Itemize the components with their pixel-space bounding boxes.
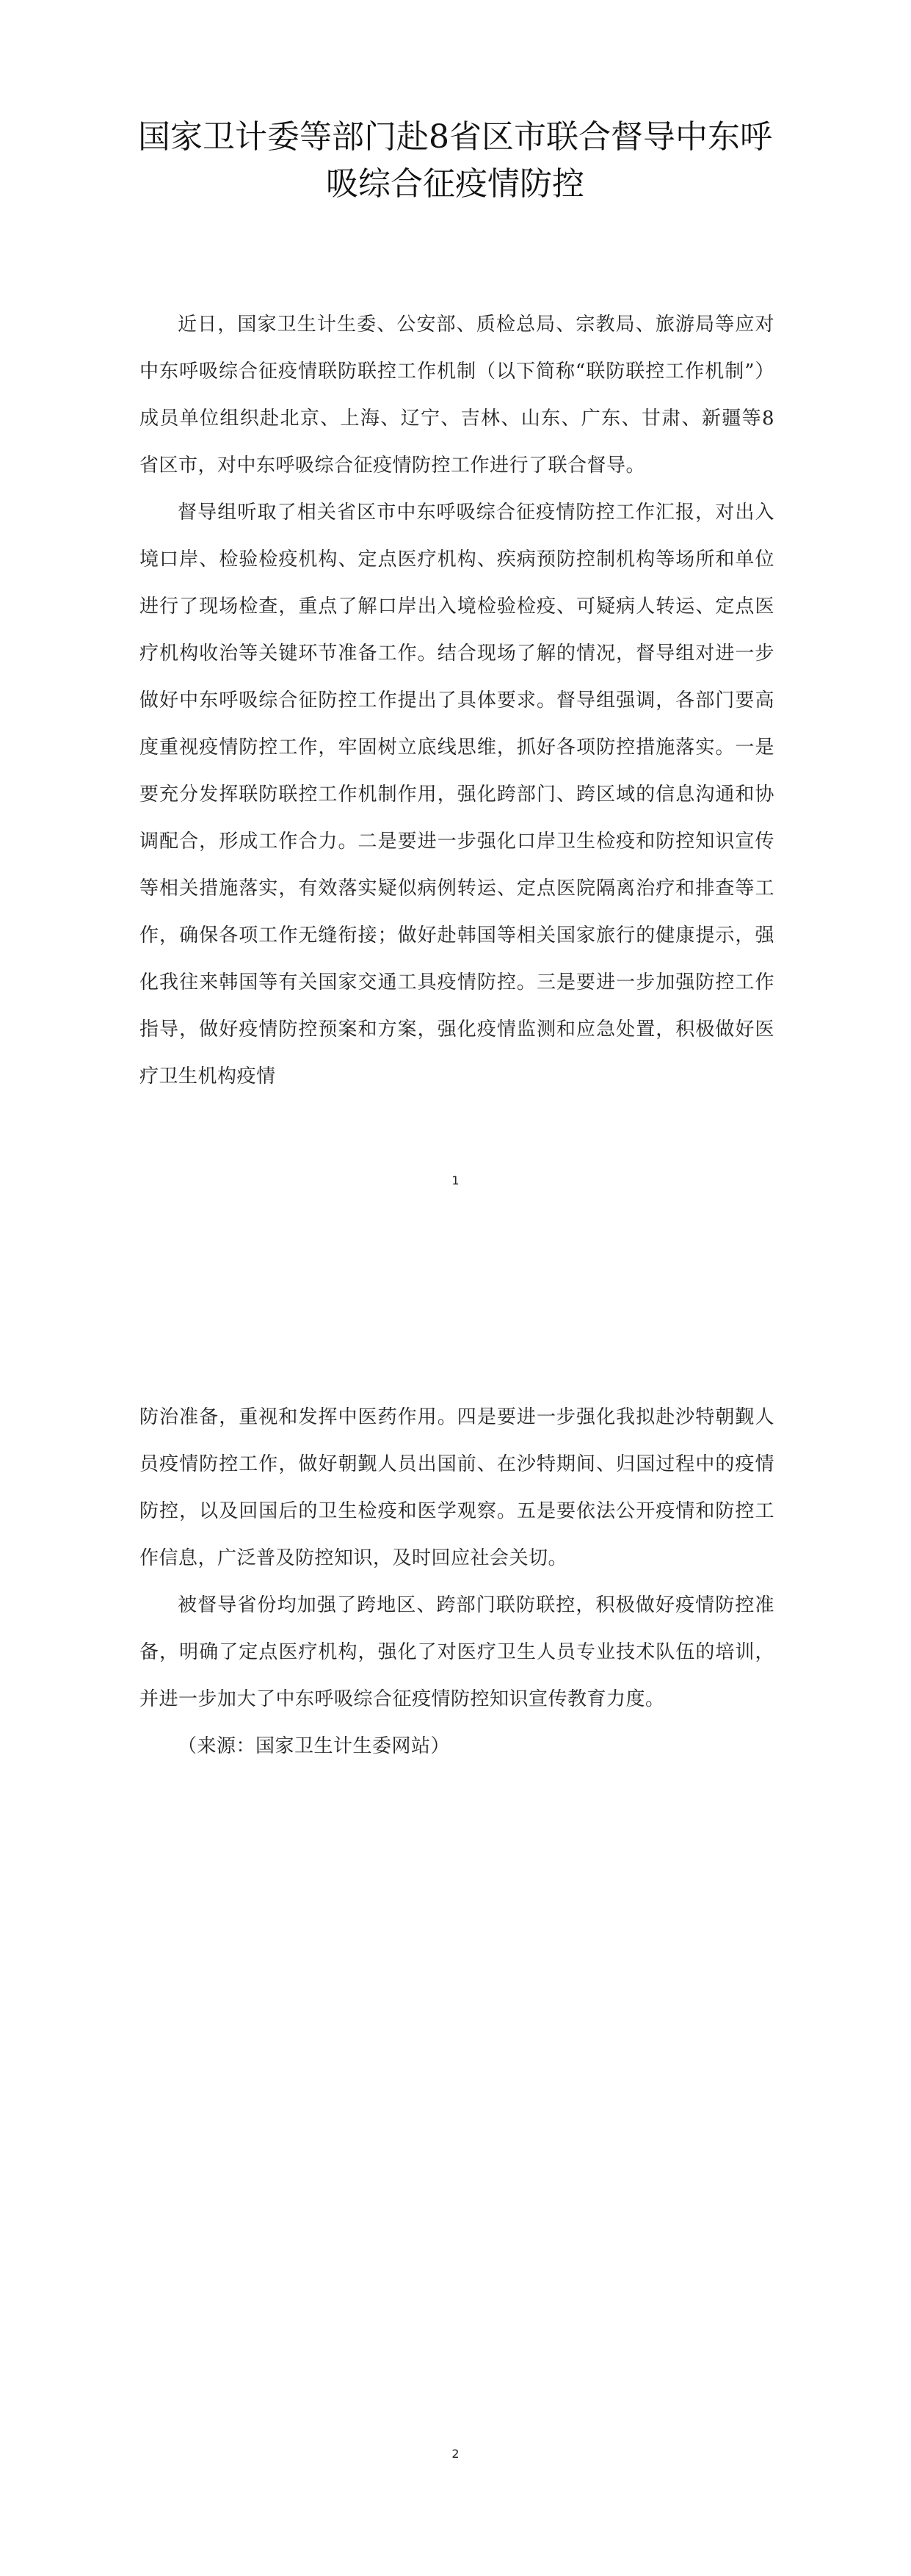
paragraph-continuation: 防治准备，重视和发挥中医药作用。四是要进一步强化我拟赴沙特朝觐人员疫情防控工作，做好朝觐人员出国前、在沙特期间、归国过程中的疫情防控，以及回国后的卫生检疫和医学观察。五是要依法公开疫情和防控工作信息，广泛普及防控知识，及时回应社会关切。 [139,1406,774,1569]
source-note: （来源：国家卫生计生委网站） [178,1735,451,1757]
paragraph-provinces: 被督导省份均加强了跨地区、跨部门联防联控，积极做好疫情防控准备，明确了定点医疗机构，强化了对医疗卫生人员专业技术队伍的培训，并进一步加大了中东呼吸综合征疫情防控知识宣传教育力度。 [139,1594,774,1710]
page-2-body [139,1394,774,1770]
page-1-body [139,301,774,1100]
page-number: 2 [451,2447,460,2461]
paragraph-intro: 近日，国家卫生计生委、公安部、质检总局、宗教局、旅游局等应对中东呼吸综合征疫情联防联控工作机制（以下简称“联防联控工作机制”）成员单位组织赴北京、上海、辽宁、吉林、山东、广东、甘肃、新疆等8省区市，对中东呼吸综合征疫情防控工作进行了联合督导。 [139,314,774,477]
paragraph-inspection: 督导组听取了相关省区市中东呼吸综合征疫情防控工作汇报，对出入境口岸、检验检疫机构、定点医疗机构、疾病预防控制机构等场所和单位进行了现场检查，重点了解口岸出入境检验检疫、可疑病人转运、定点医疗机构收治等关键环节准备工作。结合现场了解的情况，督导组对进一步做好中东呼吸综合征防控工作提出了具体要求。督导组强调，各部门要高度重视疫情防控工作，牢固树立底线思维，抓好各项防控措施落实。一是要充分发挥联防联控工作机制作用，强化跨部门、跨区域的信息沟通和协调配合，形成工作合力。二是要进一步强化口岸卫生检疫和防控知识宣传等相关措施落实，有效落实疑似病例转运、定点医院隔离治疗和排查等工作，确保各项工作无缝衔接；做好赴韩国等相关国家旅行的健康提示，强化我往来韩国等有关国家交通工具疫情防控。三是要进一步加强防控工作指导，做好疫情防控预案和方案，强化疫情监测和应急处置，积极做好医疗卫生机构疫情 [139,502,774,1088]
document-title: 国家卫计委等部门赴8省区市联合督导中东呼吸综合征疫情防控 [138,118,772,203]
page-number: 1 [451,1173,460,1187]
